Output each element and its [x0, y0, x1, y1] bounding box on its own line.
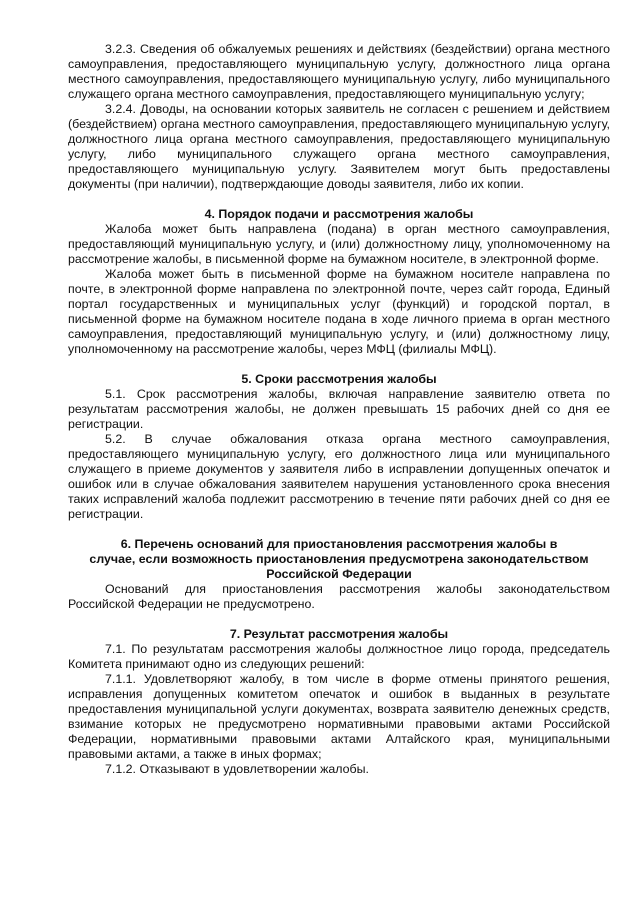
section-7-paragraph: 7.1.2. Отказывают в удовлетворении жалобы.	[105, 762, 370, 776]
section-7-paragraph: 7.1.1. Удовлетворяют жалобу, в том числе в форме отмены принятого решения, исправления допущенных комитетом опечаток и ошибок в выданных в результате предоставления муниципальной услуги документах, возврата заявителю денежных средств, взимание которых не предусмотрено нормативными правовыми актами Российской Федерации, нормативными правовыми актами Алтайского края, муниципальными правовыми актами, а также в иных формах;	[68, 672, 610, 761]
paragraph-3-2-3: 3.2.3. Сведения об обжалуемых решениях и действиях (бездействии) органа местного самоуправления, предоставляющего муниципальную услугу, должностного лица органа местного самоуправления, предоставляющего муниципальную услугу, либо муниципального служащего органа местного самоуправления, предоставляющего муниципальную услугу;	[68, 42, 610, 101]
section-6-heading	[68, 537, 610, 582]
section-6-paragraph: Оснований для приостановления рассмотрения жалобы законодательством Российской Федерации не предусмотрено.	[68, 582, 610, 611]
section-7-paragraph: 7.1. По результатам рассмотрения жалобы должностное лицо города, председатель Комитета принимают одно из следующих решений:	[68, 642, 610, 671]
paragraph-3-2-4: 3.2.4. Доводы, на основании которых заявитель не согласен с решением и действием (бездействием) органа местного самоуправления, предоставляющего муниципальную услугу, должностного лица органа местного самоуправления, предоставляющего муниципальную услугу, либо муниципального служащего органа местного самоуправления, предоставляющего муниципальную услугу. Заявителем могут быть предоставлены документы (при наличии), подтверждающие доводы заявителя, либо их копии.	[68, 102, 610, 191]
section-5-paragraph: 5.2. В случае обжалования отказа органа местного самоуправления, предоставляющего муниципальную услугу, его должностного лица или муниципального служащего в приеме документов у заявителя либо в исправлении допущенных опечаток и ошибок или в случае обжалования заявителем нарушения установленного срока внесения таких исправлений жалоба подлежит рассмотрению в течение пяти рабочих дней со дня ее регистрации.	[68, 432, 610, 521]
section-5-heading: 5. Сроки рассмотрения жалобы	[241, 372, 437, 386]
section-6-heading-line: Российской Федерации	[266, 567, 412, 581]
section-6-heading-line: случае, если возможность приостановления предусмотрена законодательством	[89, 552, 589, 566]
section-4-paragraph: Жалоба может быть в письменной форме на бумажном носителе направлена по почте, в электронной форме направлена по электронной почте, через сайт города, Единый портал государственных и муниципальных услуг (функций) и городской портал, в письменной форме на бумажном носителе подана в ходе личного приема в орган местного самоуправления, предоставляющий муниципальную услугу, и (или) должностному лицу, уполномоченному на рассмотрение жалобы, через МФЦ (филиалы МФЦ).	[68, 267, 610, 356]
section-4-heading: 4. Порядок подачи и рассмотрения жалобы	[204, 207, 474, 221]
section-7-heading: 7. Результат рассмотрения жалобы	[229, 627, 449, 641]
section-5-paragraph: 5.1. Срок рассмотрения жалобы, включая направление заявителю ответа по результатам рассмотрения жалобы, не должен превышать 15 рабочих дней со дня ее регистрации.	[68, 387, 610, 431]
section-4-paragraph: Жалоба может быть направлена (подана) в орган местного самоуправления, предоставляющий муниципальную услугу, и (или) должностному лицу, уполномоченному на рассмотрение жалобы, в письменной форме на бумажном носителе, в электронной форме.	[68, 222, 610, 266]
section-6-heading-line: 6. Перечень оснований для приостановления рассмотрения жалобы в	[120, 537, 558, 551]
